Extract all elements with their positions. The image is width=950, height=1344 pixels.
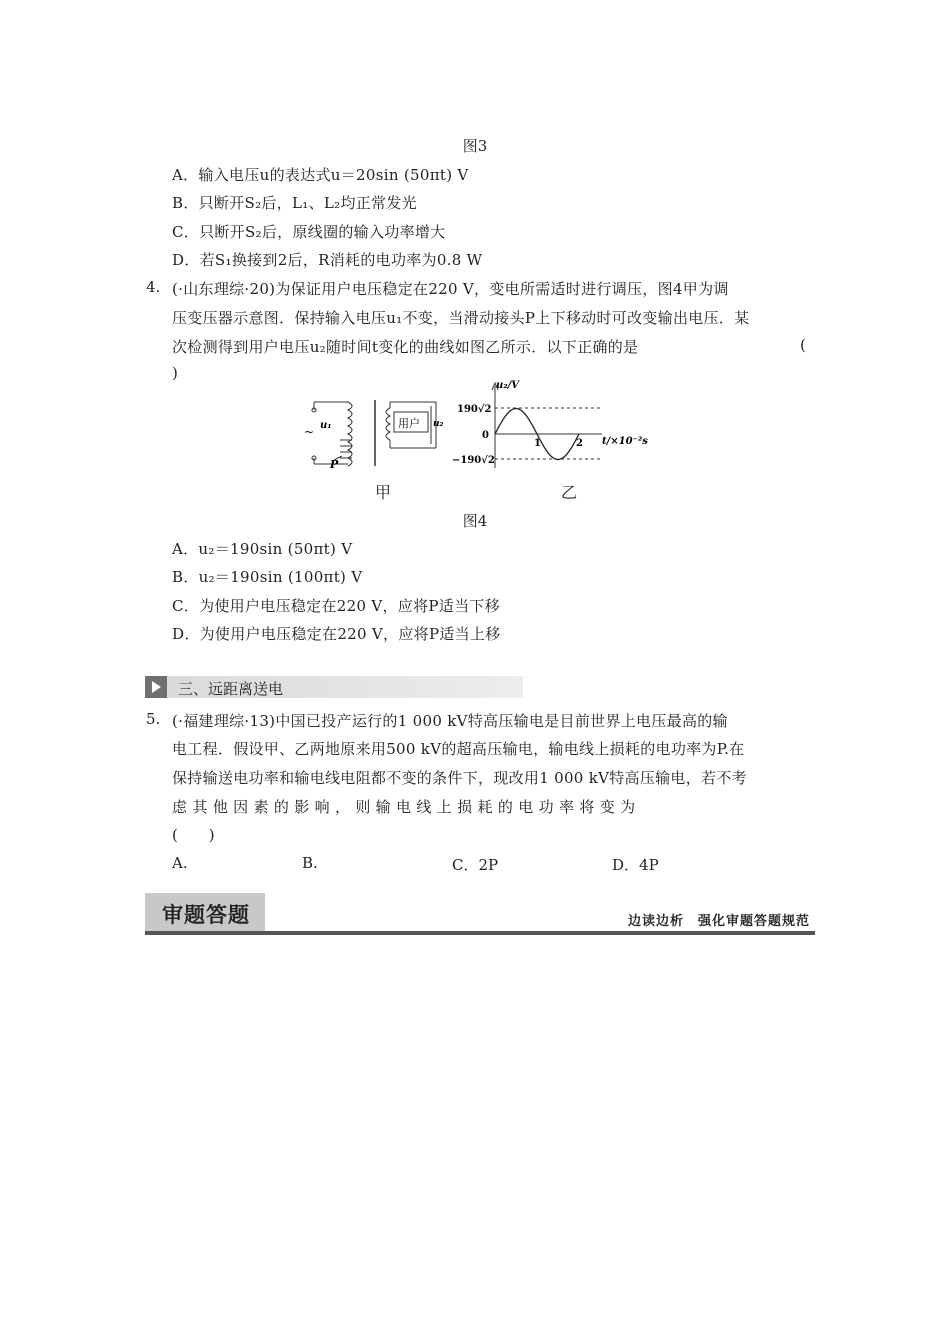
voltage-graph <box>492 383 602 468</box>
transformer-circuit <box>312 400 436 466</box>
circuit-tilde: ~ <box>304 425 315 439</box>
q4-option-c: C．为使用户电压稳定在220 V，应将P适当下移 <box>172 597 501 615</box>
circuit-u1-label: u₁ <box>320 420 332 431</box>
question-5-line-1: (·福建理综·13)中国已投产运行的1 000 kV特高压输电是目前世界上电压最高的输 <box>172 712 728 730</box>
figure-3-caption: 图3 <box>462 137 488 155</box>
q5-option-a: A. <box>172 854 188 872</box>
section-title: 三、远距离送电 <box>178 680 284 698</box>
question-5-line-4: 虑 其 他 因 素 的 影 响 ， 则 输 电 线 上 损 耗 的 电 功 率 将 变 为 <box>172 798 636 816</box>
figure-4-yi-label: 乙 <box>561 483 578 502</box>
secondary-coil <box>386 408 390 440</box>
q4-option-a: A．u₂＝190sin (50πt) V <box>172 540 353 558</box>
figure-4-caption: 图4 <box>462 512 488 530</box>
graph-y-label: u₂/V <box>496 380 520 391</box>
q5-option-d: D．4P <box>612 856 659 874</box>
banner-rule <box>145 931 815 935</box>
question-5-line-2: 电工程．假设甲、乙两地原来用500 kV的超高压输电，输电线上损耗的电功率为P.在 <box>172 740 745 758</box>
question-4-line-4: ) <box>172 364 179 382</box>
graph-tick-1: 1 <box>534 438 541 449</box>
q3-option-a: A．输入电压u的表达式u＝20sin (50πt) V <box>172 166 469 184</box>
graph-tick-2: 2 <box>576 438 583 449</box>
q3-option-b: B．只断开S₂后，L₁、L₂均正常发光 <box>172 194 417 212</box>
banner-title: 审题答题 <box>162 903 250 927</box>
play-arrow-icon <box>145 676 167 698</box>
q3-option-c: C．只断开S₂后，原线圈的输入功率增大 <box>172 223 446 241</box>
graph-tick-zero: 0 <box>482 430 489 441</box>
question-4-line-3: 次检测得到用户电压u₂随时间t变化的曲线如图乙所示．以下正确的是 <box>172 338 639 356</box>
q4-option-b: B．u₂＝190sin (100πt) V <box>172 568 363 586</box>
banner-subtitle: 边读边析 强化审题答题规范 <box>627 914 810 929</box>
primary-coil <box>348 402 352 466</box>
question-4-line-2: 压变压器示意图．保持输入电压u₁不变，当滑动接头P上下移动时可改变输出电压．某 <box>172 309 750 327</box>
circuit-u2-label: u₂ <box>433 419 444 429</box>
graph-x-label: t/×10⁻²s <box>602 436 648 447</box>
graph-tick-negative: −190√2 <box>452 455 495 466</box>
question-4-answer-paren-open: ( <box>800 336 806 354</box>
q4-option-d: D．为使用户电压稳定在220 V，应将P适当上移 <box>172 625 501 643</box>
question-4-line-1: (·山东理综·20)为保证用户电压稳定在220 V，变电所需适时进行调压，图4甲为调 <box>172 280 729 298</box>
figure-4-jia-label: 甲 <box>375 483 392 502</box>
graph-tick-positive: 190√2 <box>457 404 492 415</box>
question-5-line-3: 保持输送电功率和输电线电阻都不变的条件下，现改用1 000 kV特高压输电，若不考 <box>172 769 747 787</box>
question-5-line-5: ( ) <box>172 826 215 844</box>
circuit-p-label: P <box>330 458 339 471</box>
q3-option-d: D．若S₁换接到2后，R消耗的电功率为0.8 W <box>172 251 483 269</box>
figure-4-diagram <box>300 378 670 498</box>
question-5-number: 5. <box>146 710 161 728</box>
q5-option-c: C．2P <box>452 856 499 874</box>
user-box-label: 用户 <box>398 417 420 430</box>
question-4-number: 4. <box>146 278 161 296</box>
q5-option-b: B. <box>302 854 318 872</box>
